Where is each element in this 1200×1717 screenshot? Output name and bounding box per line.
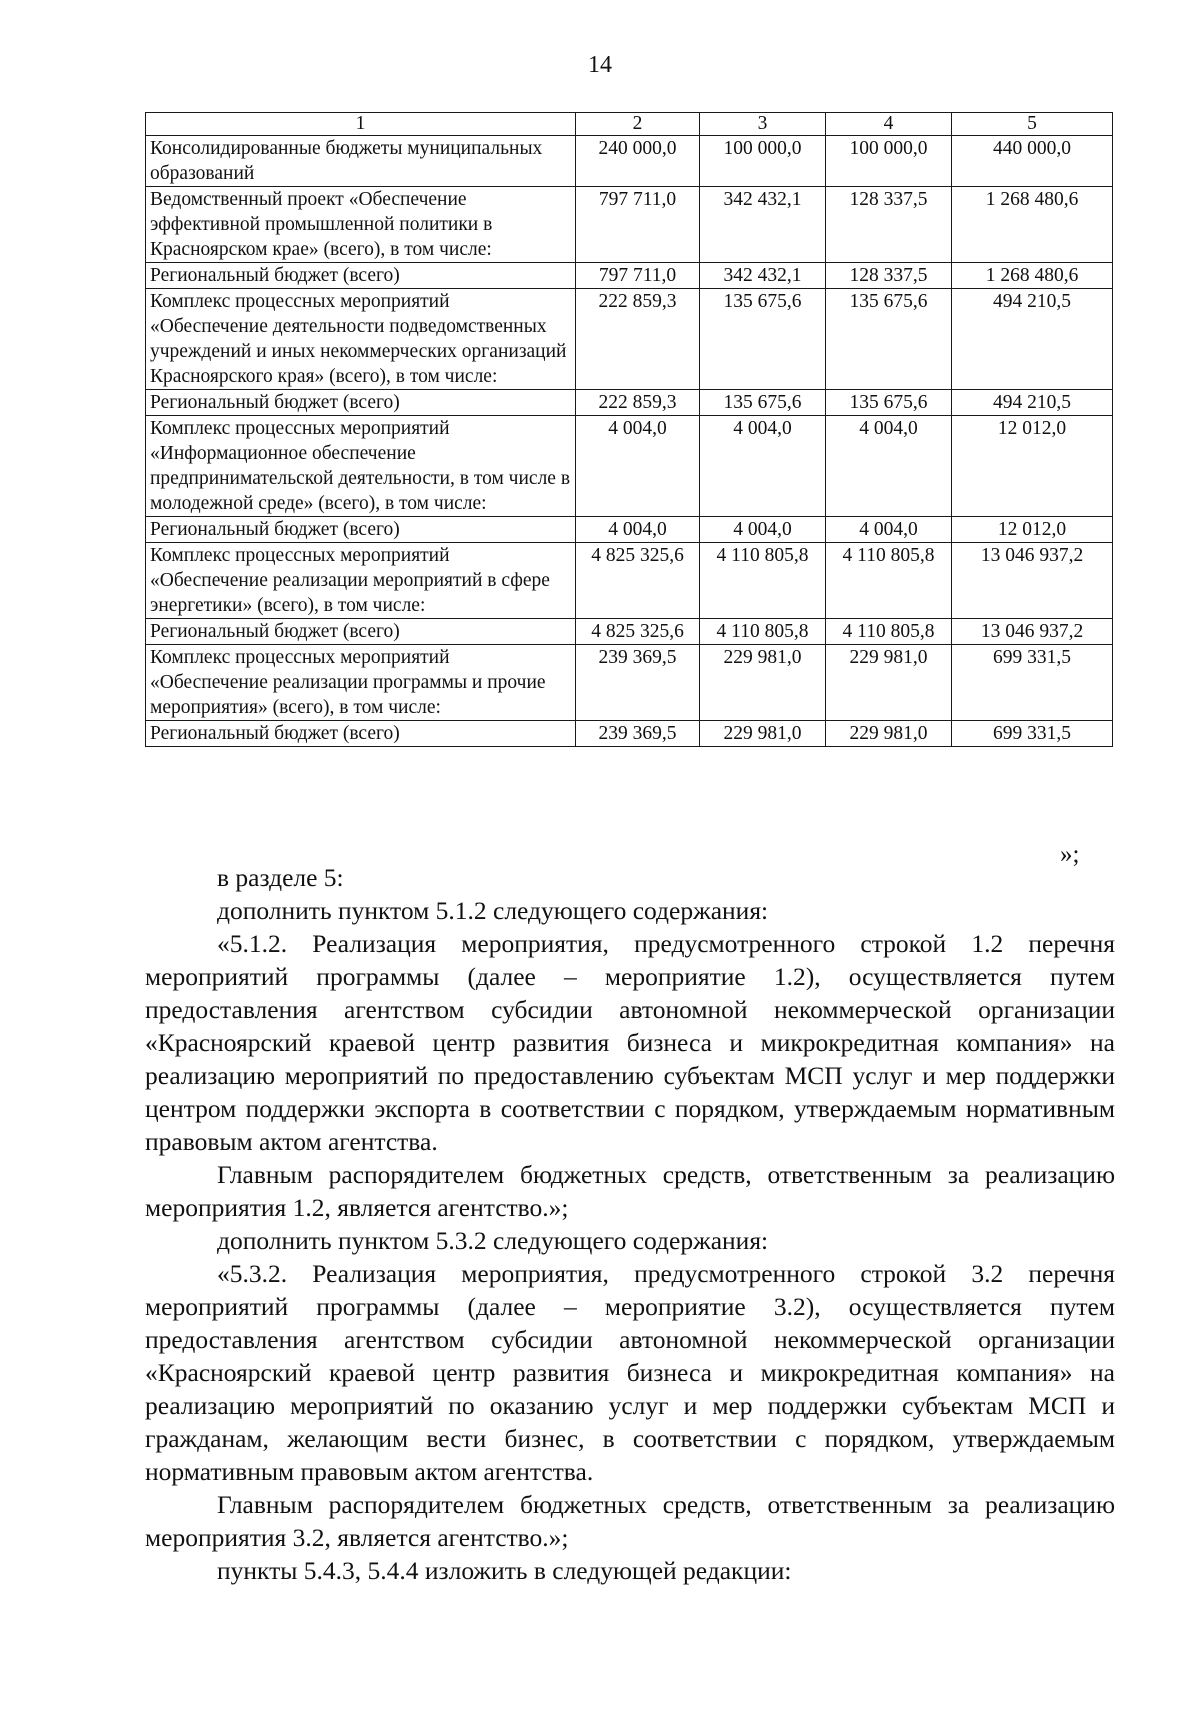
row-value-col2: 239 369,5 (576, 645, 700, 721)
row-value-col2: 239 369,5 (576, 721, 700, 747)
row-label: Региональный бюджет (всего) (146, 517, 576, 543)
row-value-col2: 4 825 325,6 (576, 543, 700, 619)
column-header-1: 1 (146, 113, 576, 136)
row-value-col2: 222 859,3 (576, 390, 700, 416)
budget-table (145, 112, 1113, 747)
row-value-col3: 4 110 805,8 (700, 543, 826, 619)
row-value-col4: 135 675,6 (826, 390, 952, 416)
row-label: Комплекс процессных мероприятий «Информационное обеспечение предпринимательской деятельности, в том числе в молодежной среде» (всего), в том числе: (146, 416, 576, 517)
row-label: Консолидированные бюджеты муниципальных образований (146, 136, 576, 187)
row-value-col5: 1 268 480,6 (952, 187, 1113, 263)
row-value-col2: 797 711,0 (576, 187, 700, 263)
row-value-col4: 4 004,0 (826, 416, 952, 517)
row-label: Ведомственный проект «Обеспечение эффективной промышленной политики в Красноярском крае» (всего), в том числе: (146, 187, 576, 263)
row-value-col4: 135 675,6 (826, 289, 952, 390)
paragraph-points-5-4: пункты 5.4.3, 5.4.4 изложить в следующей редакции: (217, 1556, 792, 1585)
row-label: Комплекс процессных мероприятий «Обеспечение реализации программы и прочие мероприятия» (всего), в том числе: (146, 645, 576, 721)
table-row (146, 619, 1113, 645)
row-value-col5: 12 012,0 (952, 416, 1113, 517)
row-value-col4: 229 981,0 (826, 721, 952, 747)
row-value-col2: 240 000,0 (576, 136, 700, 187)
paragraph-clause-5-1-2: «5.1.2. Реализация мероприятия, предусмотренного строкой 1.2 перечня мероприятий программы (далее – мероприятие 1.2), осуществляется путем предоставления агентством субсидии автономной некоммерческой организации «Красноярский краевой центр развития бизнеса и микрокредитная компания» на реализацию мероприятий по предоставлению субъектам МСП услуг и мер поддержки центром поддержки экспорта в соответствии с порядком, утверждаемым нормативным правовым актом агентства. (145, 929, 1115, 1156)
row-value-col2: 797 711,0 (576, 263, 700, 289)
row-value-col3: 229 981,0 (700, 645, 826, 721)
row-value-col4: 4 110 805,8 (826, 619, 952, 645)
table-row (146, 263, 1113, 289)
row-label: Региональный бюджет (всего) (146, 721, 576, 747)
row-value-col3: 4 110 805,8 (700, 619, 826, 645)
row-value-col3: 135 675,6 (700, 390, 826, 416)
table-row (146, 517, 1113, 543)
row-value-col3: 342 432,1 (700, 187, 826, 263)
table-row (146, 390, 1113, 416)
row-value-col5: 13 046 937,2 (952, 543, 1113, 619)
row-value-col5: 494 210,5 (952, 390, 1113, 416)
table-row (146, 187, 1113, 263)
column-header-3: 3 (700, 113, 826, 136)
row-label: Региональный бюджет (всего) (146, 619, 576, 645)
table-closing-quote: »; (1060, 841, 1080, 868)
row-value-col5: 440 000,0 (952, 136, 1113, 187)
row-value-col5: 13 046 937,2 (952, 619, 1113, 645)
paragraph-manager-3-2: Главным распорядителем бюджетных средств, ответственным за реализацию мероприятия 3.2, является агентство.»; (145, 1490, 1115, 1552)
row-label: Региональный бюджет (всего) (146, 263, 576, 289)
row-value-col5: 1 268 480,6 (952, 263, 1113, 289)
row-value-col3: 342 432,1 (700, 263, 826, 289)
row-value-col2: 4 825 325,6 (576, 619, 700, 645)
column-header-4: 4 (826, 113, 952, 136)
table-row (146, 721, 1113, 747)
table-body (146, 136, 1113, 747)
row-value-col4: 4 110 805,8 (826, 543, 952, 619)
row-value-col2: 4 004,0 (576, 517, 700, 543)
row-value-col3: 100 000,0 (700, 136, 826, 187)
paragraph-clause-5-3-2: «5.3.2. Реализация мероприятия, предусмотренного строкой 3.2 перечня мероприятий программы (далее – мероприятие 3.2), осуществляется путем предоставления агентством субсидии автономной некоммерческой организации «Красноярский краевой центр развития бизнеса и микрокредитная компания» на реализацию мероприятий по оказанию услуг и мер поддержки субъектам МСП и гражданам, желающим вести бизнес, в соответствии с порядком, утверждаемым нормативным правовым актом агентства. (145, 1259, 1115, 1486)
paragraph-manager-1-2: Главным распорядителем бюджетных средств, ответственным за реализацию мероприятия 1.2, является агентство.»; (145, 1160, 1115, 1222)
row-value-col4: 128 337,5 (826, 187, 952, 263)
row-value-col5: 699 331,5 (952, 645, 1113, 721)
table-row (146, 645, 1113, 721)
row-label: Комплекс процессных мероприятий «Обеспечение деятельности подведомственных учреждений и иных некоммерческих организаций Красноярского края» (всего), в том числе: (146, 289, 576, 390)
table-row (146, 416, 1113, 517)
header-row (146, 113, 1113, 136)
row-value-col3: 4 004,0 (700, 416, 826, 517)
table-row (146, 289, 1113, 390)
row-value-col4: 100 000,0 (826, 136, 952, 187)
table-header (146, 113, 1113, 136)
row-value-col4: 229 981,0 (826, 645, 952, 721)
row-value-col2: 222 859,3 (576, 289, 700, 390)
row-label: Комплекс процессных мероприятий «Обеспечение реализации мероприятий в сфере энергетики» (всего), в том числе: (146, 543, 576, 619)
row-label: Региональный бюджет (всего) (146, 390, 576, 416)
row-value-col5: 699 331,5 (952, 721, 1113, 747)
paragraph-section-5: в разделе 5: (217, 863, 344, 892)
row-value-col4: 128 337,5 (826, 263, 952, 289)
document-body (145, 861, 1115, 1587)
row-value-col3: 135 675,6 (700, 289, 826, 390)
row-value-col4: 4 004,0 (826, 517, 952, 543)
row-value-col5: 494 210,5 (952, 289, 1113, 390)
row-value-col5: 12 012,0 (952, 517, 1113, 543)
page-number: 14 (588, 52, 612, 78)
row-value-col3: 229 981,0 (700, 721, 826, 747)
table-row (146, 136, 1113, 187)
column-header-5: 5 (952, 113, 1113, 136)
row-value-col3: 4 004,0 (700, 517, 826, 543)
table-row (146, 543, 1113, 619)
paragraph-add-5-1-2: дополнить пунктом 5.1.2 следующего содержания: (217, 896, 769, 925)
row-value-col2: 4 004,0 (576, 416, 700, 517)
paragraph-add-5-3-2: дополнить пунктом 5.3.2 следующего содержания: (217, 1226, 769, 1255)
column-header-2: 2 (576, 113, 700, 136)
